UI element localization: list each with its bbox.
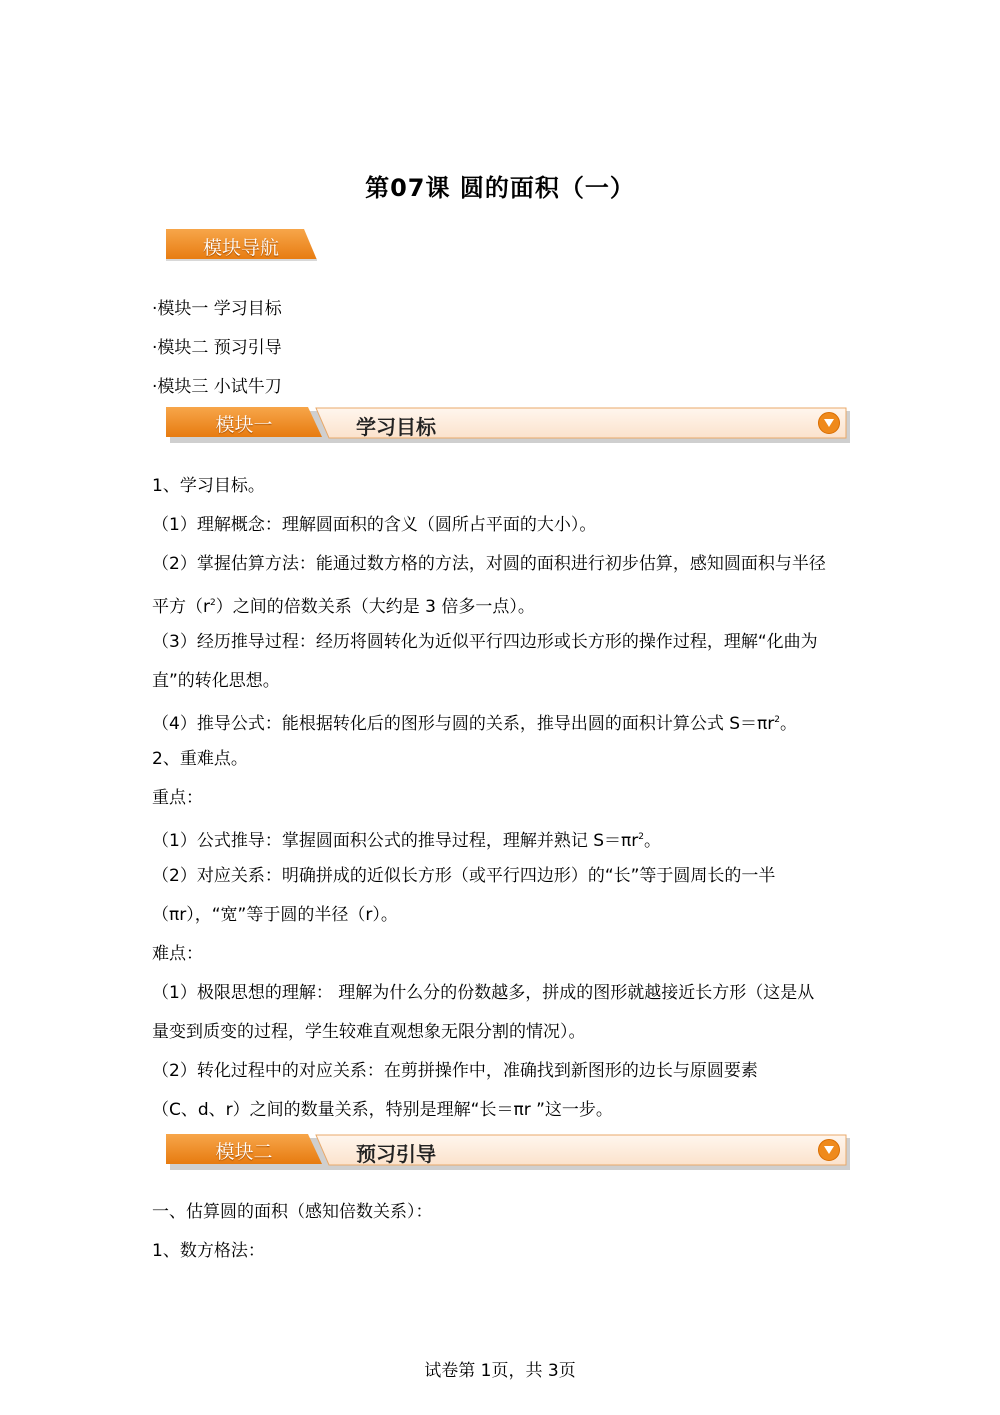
text-line: （2）掌握估算方法：能通过数方格的方法，对圆的面积进行初步估算，感知圆面积与半径 (152, 554, 826, 574)
module-nav-tab (166, 229, 318, 261)
module-1-banner (166, 407, 850, 443)
text-line: 平方$(r^2)$之间的倍数关系（大约是 3 倍多一点）。 (152, 597, 535, 617)
text-line: （1）极限思想的理解： 理解为什么分的份数越多，拼成的图形就越接近长方形（这是从 (152, 983, 815, 1003)
text-line: （3）经历推导过程：经历将圆转化为近似平行四边形或长方形的操作过程，理解“化曲为 (152, 632, 818, 652)
text-line: （πr），“宽”等于圆的半径（r）。 (152, 905, 398, 925)
text-line: （1）公式推导：掌握圆面积公式的推导过程，理解并熟记 $S=\pi r^2$。 (152, 831, 661, 851)
module-2-title: 预习引导 (356, 1142, 436, 1166)
nav-item-module-1: ·模块一 学习目标 (152, 299, 282, 319)
text-line: （2）转化过程中的对应关系：在剪拼操作中，准确找到新图形的边长与原圆要素 (152, 1061, 758, 1081)
chevron-down-icon[interactable] (818, 412, 840, 434)
text-line: 重点： (152, 788, 203, 808)
nav-tab-label: 模块导航 (202, 237, 279, 259)
text-line: （C、d、r）之间的数量关系，特别是理解“长＝πr ”这一步。 (152, 1100, 613, 1120)
text-line: 难点： (152, 944, 203, 964)
module-2-banner (166, 1134, 850, 1170)
page-title: 第07课 圆的面积（一） (365, 174, 635, 202)
text-line: （4）推导公式：能根据转化后的图形与圆的关系，推导出圆的面积计算公式 $S=\pi r^2$。 (152, 714, 797, 734)
nav-item-module-3: ·模块三 小试牛刀 (152, 377, 282, 397)
nav-item-module-2: ·模块二 预习引导 (152, 338, 282, 358)
text-line: （2）对应关系：明确拼成的近似长方形（或平行四边形）的“长”等于圆周长的一半 (152, 866, 776, 886)
text-line: 1、学习目标。 (152, 476, 265, 496)
module-1-title: 学习目标 (356, 415, 436, 439)
text-line: 一、估算圆的面积（感知倍数关系）： (152, 1202, 433, 1222)
text-line: 直”的转化思想。 (152, 671, 280, 691)
page-footer: 试卷第 1页，共 3页 (424, 1361, 576, 1381)
text-line: 2、重难点。 (152, 749, 248, 769)
module-1-tag: 模块一 (215, 414, 273, 436)
text-line: 1、数方格法： (152, 1241, 265, 1261)
text-line: 量变到质变的过程，学生较难直观想象无限分割的情况）。 (152, 1022, 586, 1042)
text-line: （1）理解概念：理解圆面积的含义（圆所占平面的大小）。 (152, 515, 597, 535)
chevron-down-icon[interactable] (818, 1139, 840, 1161)
module-2-tag: 模块二 (215, 1141, 273, 1163)
